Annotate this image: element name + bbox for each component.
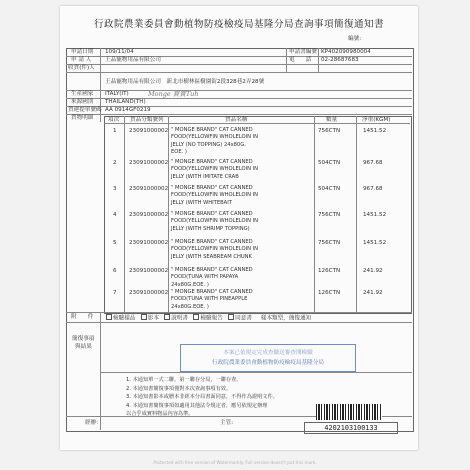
from-label: 來源國別 (71, 99, 94, 105)
row-code: 23091000002 (129, 212, 169, 218)
from-country: THAILAND(TH) (105, 99, 146, 105)
checkbox-manual[interactable] (164, 314, 170, 320)
notice-document (60, 6, 418, 450)
barcode (316, 404, 382, 420)
reply-label-2: 與結果 (75, 344, 92, 350)
waybill-label: 貨運提單號碼 (68, 107, 102, 113)
row-description-line: FOOD(YELLOWFIN WHOLELOIN IN (171, 134, 259, 141)
row-description-line: JELLY (WITH WHITEBAIT (171, 199, 232, 206)
barcode-number: 4202103100133 (304, 422, 398, 434)
row-code: 23091000002 (129, 268, 169, 274)
apply-date: 109/11/04 (105, 49, 134, 55)
row-no: 7 (113, 290, 117, 296)
note-item: 1. 本通知單一式二聯，第一聯存分局，一聯存查。 (126, 377, 242, 383)
waybill: AA 0914GF0219 (105, 107, 151, 113)
row-qty: 126CTN (318, 268, 341, 274)
col-header-weight: 淨重(KGM) (362, 117, 391, 123)
row-description-line: JELLY (NO TOPPING) 24x80G. (171, 141, 246, 148)
row-description-line: EOE. ) (171, 148, 187, 155)
row-description-line: " MONGE BRAND" CAT CANNED (171, 127, 253, 133)
handler-label: 經辦: (85, 420, 99, 426)
row-code: 23091000002 (129, 186, 169, 192)
row-qty: 756CTN (318, 240, 341, 246)
row-description-line: FOOD(TUNA WITH PINEAPPLE (171, 296, 248, 303)
row-qty: 504CTN (318, 160, 341, 166)
note-item: 3. 本通知書影本或謄本非經本分局書面同意，不得作為證明文件。 (126, 394, 278, 400)
row-no: 2 (113, 160, 117, 166)
row-code: 23091000002 (129, 160, 169, 166)
row-description-line: " MONGE BRAND" CAT CANNED (171, 159, 253, 165)
apply-date-label: 申請日期 (71, 49, 94, 55)
row-description-line: FOOD(YELLOWFIN WHOLELOIN IN (171, 192, 259, 199)
note-item: 4. 本通知書簡復事項如適用其他法令規定者，應另依規定辦理 (126, 402, 268, 409)
phone: 02-28687683 (321, 57, 359, 63)
checkbox-sample[interactable] (106, 314, 112, 320)
row-description-line: FOOD(YELLOWFIN WHOLELOIN IN (171, 246, 259, 253)
row-weight: 1451.52 (363, 212, 387, 218)
phone-label: 電 話 (289, 57, 312, 63)
row-qty: 126CTN (318, 290, 341, 296)
col-header-no: 項次 (108, 117, 120, 123)
col-header-code: 貨品分類號列 (130, 117, 164, 123)
row-description-line: 24x80G.EOE. ) (171, 303, 209, 310)
origin: ITALY(IT) (105, 91, 129, 97)
apply-no-label: 申請書編號 (289, 49, 317, 55)
row-no: 4 (113, 212, 117, 218)
goods-label: 貨物明細 (71, 115, 94, 121)
row-weight: 1451.52 (363, 240, 387, 246)
row-weight: 1451.52 (363, 128, 387, 134)
row-description-line: " MONGE BRAND" CAT CANNED (171, 267, 253, 273)
serial-label: 編號: (348, 36, 362, 42)
checkbox-report[interactable] (193, 314, 199, 320)
row-code: 23091000002 (129, 128, 169, 134)
attachment-options: 檢驗樣品 影本 說明書 檢驗報告 同意書 樣本類型，簡復通知 (106, 314, 311, 322)
row-description-line: JELLY (WITH IMITATE CRAB (171, 173, 239, 180)
row-description-line: " MONGE BRAND" CAT CANNED (171, 211, 253, 217)
supervisor-label: 主管: (220, 420, 234, 426)
note-item: 2. 本通知書簡復事項僅對本次查詢事項有效。 (126, 385, 232, 392)
notes-list (126, 376, 278, 419)
row-qty: 756CTN (318, 212, 341, 218)
recipient-label: 收貨(件)人 (68, 65, 95, 71)
row-weight: 241.92 (363, 268, 383, 274)
document-title: 行政院農業委員會動植物防疫檢疫局基隆分局查詢事項簡復通知書 (93, 19, 384, 30)
handwritten-note: Monge 寶寶Tuh (148, 90, 199, 98)
row-no: 3 (113, 186, 117, 192)
col-header-qty: 數量 (326, 117, 338, 123)
row-qty: 756CTN (318, 128, 341, 134)
checkbox-consent[interactable] (228, 314, 234, 320)
checkbox-copy[interactable] (141, 314, 147, 320)
row-weight: 967.68 (363, 186, 383, 192)
watermark-text: Protected with free version of Watermarkly. Full version doesn't put this mark. (153, 460, 317, 465)
recipient: 王品寵物用品有限公司 新北市樹林區樹園街2段328巷2弄28號 (105, 79, 265, 85)
row-qty: 504CTN (318, 186, 341, 192)
origin-label: 生產國家 (71, 91, 94, 97)
row-description-line: JELLY (WITH SHRIMP TOPPING) (171, 225, 250, 232)
row-description-line: " MONGE BRAND" CAT CANNED (171, 185, 253, 191)
row-no: 6 (113, 268, 117, 274)
note-item: 以合乎成實料物品內容為準。 (126, 411, 194, 417)
attachments-label: 附 件 (71, 314, 94, 320)
row-description-line: FOOD(YELLOWFIN WHOLELOIN IN (171, 218, 259, 225)
apply-no: KP402090980004 (321, 49, 371, 55)
row-description-line: " MONGE BRAND" CAT CANNED (171, 239, 253, 245)
row-code: 23091000002 (129, 290, 169, 296)
row-weight: 967.68 (363, 160, 383, 166)
reply-label-1: 簡復事項 (72, 336, 95, 342)
row-description-line: FOOD(TUNA WITH PAPAYA (171, 274, 239, 281)
row-no: 5 (113, 240, 117, 246)
col-header-name: 貨品名稱 (225, 117, 248, 123)
applicant-label: 申 請 人 (71, 57, 92, 63)
row-description-line: " MONGE BRAND" CAT CANNED (171, 289, 253, 295)
row-no: 1 (113, 128, 117, 134)
applicant: 王品寵物用品有限公司 (105, 57, 161, 63)
row-code: 23091000002 (129, 240, 169, 246)
row-description-line: FOOD(YELLOWFIN WHOLELOIN IN (171, 166, 259, 173)
row-description-line: 24x80G.EOE. ) (171, 281, 209, 288)
official-stamp: 本案已依規定完成查驗送審查閱檢驗 行政院農業委員會動植物防疫檢疫局基隆分局 (180, 344, 356, 372)
row-description-line: JELLY (WITH SEABREAM CHUNK (171, 253, 252, 260)
row-weight: 241.92 (363, 290, 383, 296)
